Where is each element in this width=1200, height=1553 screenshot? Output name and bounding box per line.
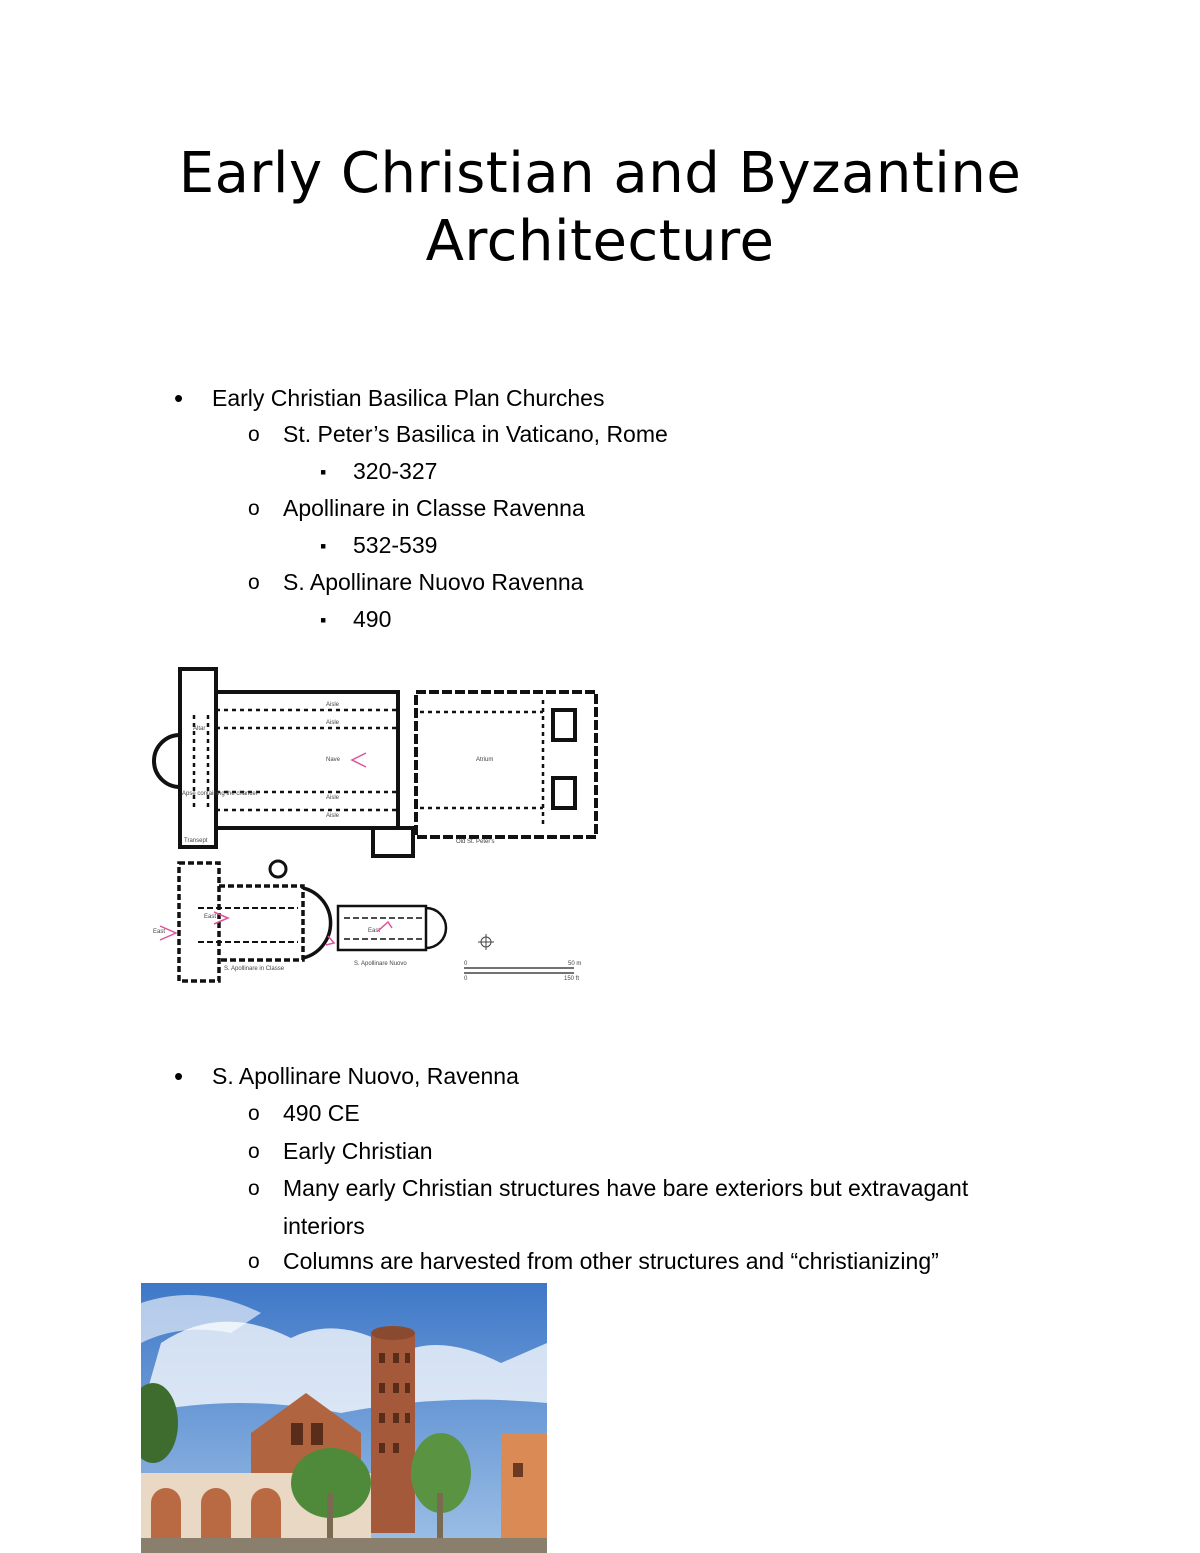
scale-zero: 0 (464, 961, 468, 967)
label-nave: Nave (326, 757, 341, 763)
bullet-square (320, 604, 326, 635)
section1-date-2: 532-539 (353, 532, 438, 558)
page-title (0, 140, 1200, 276)
section2-item-3-cont: interiors (283, 1213, 365, 1239)
bullet-square (320, 456, 326, 487)
bullet-circle (248, 1098, 260, 1129)
label-aisle: Aisle (326, 795, 340, 801)
label-altar: Altar (193, 726, 206, 732)
label-apse: Apse containing the chancel (182, 791, 258, 797)
compass-icon (478, 934, 494, 950)
basilica-floor-plans-figure (148, 660, 600, 986)
section1-item-3: S. Apollinare Nuovo Ravenna (283, 569, 584, 595)
bullet-disc (174, 1061, 183, 1093)
section2-item-3: Many early Christian structures have bare exteriors but extravagant (283, 1175, 969, 1201)
title-line-2: Architecture (425, 209, 775, 274)
section2-heading: S. Apollinare Nuovo, Ravenna (212, 1063, 519, 1089)
bullet-circle (248, 1246, 260, 1277)
label-transept: Transept (184, 838, 208, 844)
label-aisle: Aisle (326, 813, 340, 819)
label-nuovo: S. Apollinare Nuovo (354, 961, 407, 967)
scale-meters: 50 m (568, 961, 582, 967)
bullet-circle (248, 419, 260, 450)
section1-item-2: Apollinare in Classe Ravenna (283, 495, 585, 521)
bullet-circle (248, 493, 260, 524)
section1-heading: Early Christian Basilica Plan Churches (212, 385, 605, 411)
label-east: East (153, 929, 166, 935)
section2-item-1: 490 CE (283, 1100, 360, 1126)
label-atrium: Atrium (476, 757, 494, 763)
nave-arrow-annotation (352, 753, 366, 767)
church-photo (141, 1283, 547, 1553)
section2-item-4: Columns are harvested from other structures and “christianizing” (283, 1248, 939, 1274)
east-arrow-annotations (160, 912, 392, 945)
label-old-st-peters: Old St. Peter's (456, 839, 495, 845)
label-east: East (368, 928, 381, 934)
scale-zero: 0 (464, 976, 468, 982)
label-aisle: Aisle (326, 720, 340, 726)
bullet-circle (248, 1173, 260, 1204)
section1-date-1: 320-327 (353, 458, 438, 484)
section2-item-2: Early Christian (283, 1138, 433, 1164)
bullet-circle (248, 567, 260, 598)
bullet-square (320, 530, 326, 561)
scale-feet: 150 ft (564, 976, 580, 982)
scale-bar (464, 968, 574, 973)
label-east: East (204, 914, 217, 920)
section1-item-1: St. Peter’s Basilica in Vaticano, Rome (283, 421, 668, 447)
section1-date-3: 490 (353, 606, 392, 632)
bullet-circle (248, 1136, 260, 1167)
label-classe: S. Apollinare in Classe (224, 966, 285, 972)
label-aisle: Aisle (326, 702, 340, 708)
title-line-1: Early Christian and Byzantine (178, 141, 1022, 206)
bullet-disc (174, 383, 183, 415)
